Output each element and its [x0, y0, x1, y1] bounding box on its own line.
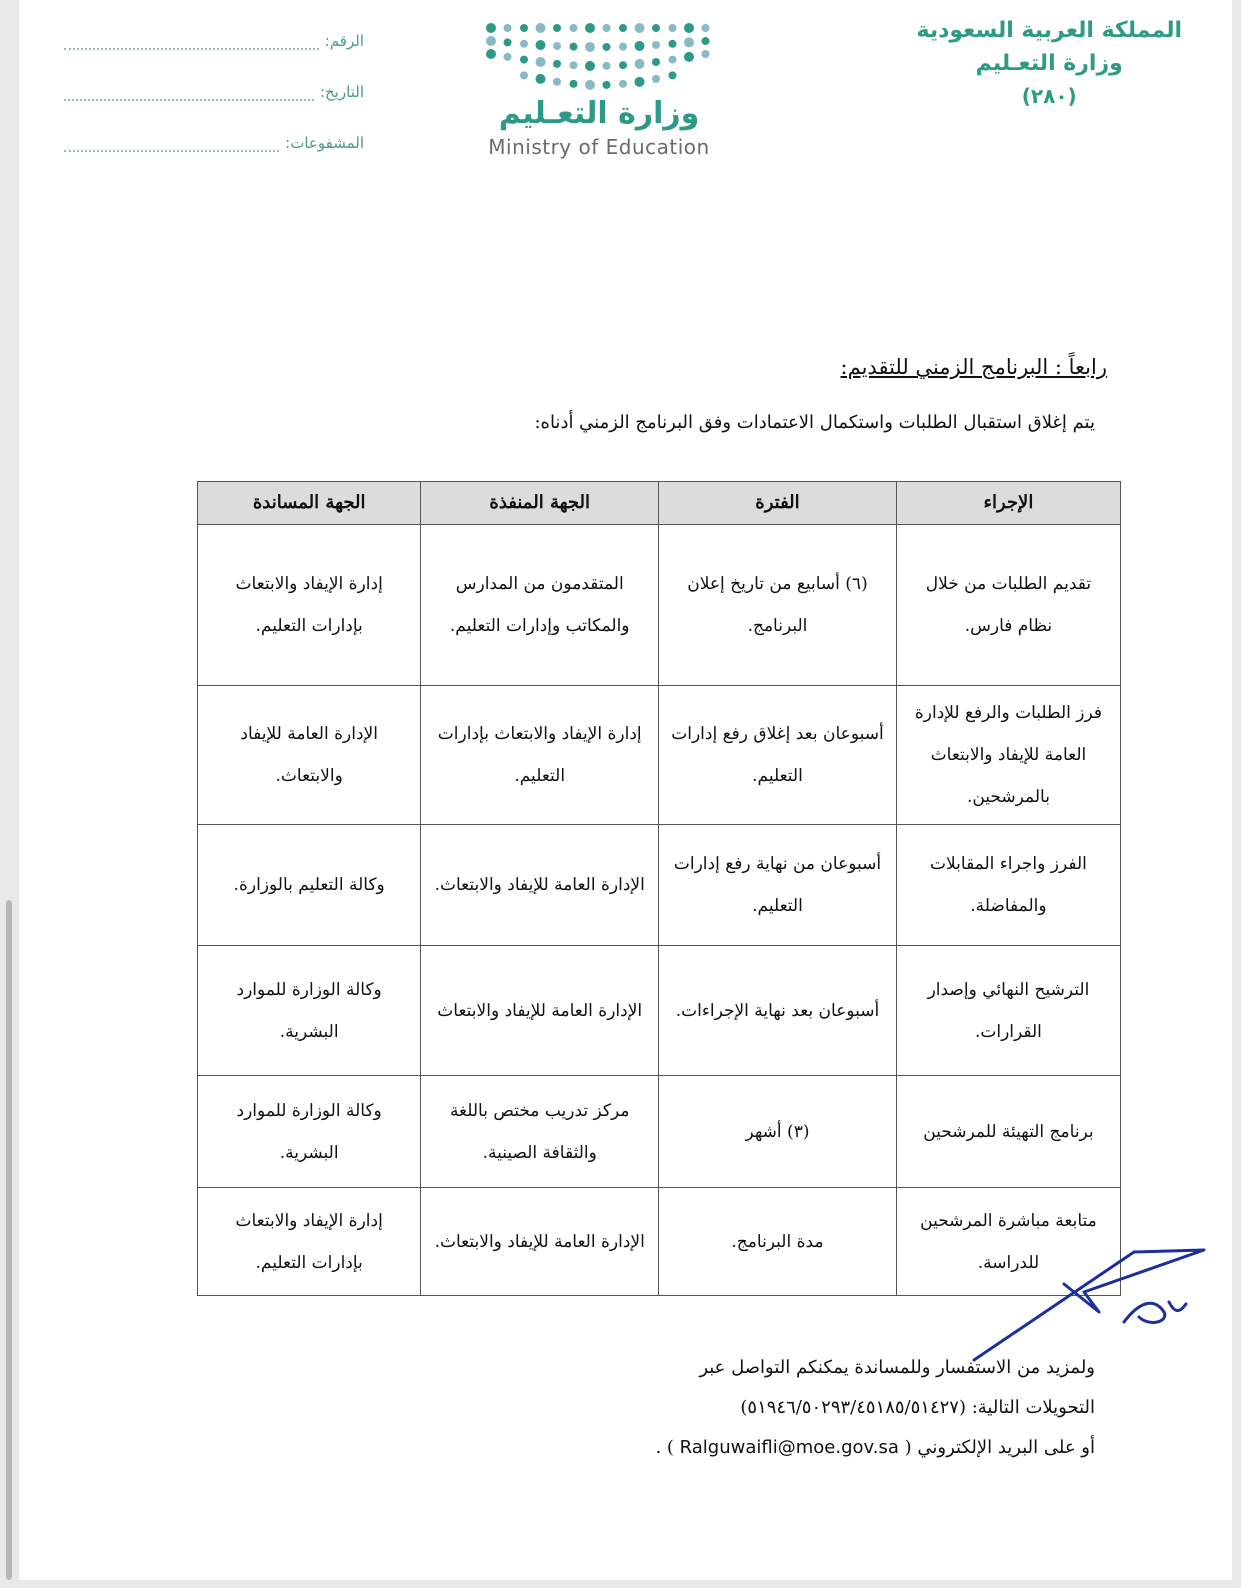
table-header-row — [198, 482, 1121, 525]
contact-footer — [455, 1348, 1095, 1468]
table-row — [198, 1076, 1121, 1188]
table-cell: وكالة الوزارة للموارد البشرية. — [198, 946, 421, 1076]
ministry-logo — [449, 18, 749, 159]
table-row — [198, 825, 1121, 946]
table-cell: الفرز واجراء المقابلات والمفاضلة. — [896, 825, 1120, 946]
table-cell: الإدارة العامة للإيفاد والابتعاث. — [421, 825, 659, 946]
document-code: (٢٨٠) — [1021, 84, 1077, 108]
date-dotted-line — [64, 85, 314, 101]
table-cell: إدارة الإيفاد والابتعاث بإدارات التعليم. — [198, 1188, 421, 1296]
contact-line-3 — [455, 1428, 1095, 1468]
logo-dots-icon — [479, 18, 719, 90]
header-procedure: الإجراء — [896, 482, 1120, 525]
table-cell: إدارة الإيفاد والابتعاث بإدارات التعليم. — [421, 686, 659, 825]
attachments-field — [64, 128, 364, 152]
contact-line-2: التحويلات التالية: (٥١٩٤٦/٥٠٢٩٣/٤٥١٨٥/٥١٤٢٧) — [740, 1397, 1095, 1418]
email-prefix: أو على البريد الإلكتروني ( — [904, 1437, 1095, 1458]
attachments-label: المشفوعات: — [285, 134, 364, 152]
schedule-table — [197, 481, 1121, 1296]
table-cell: الإدارة العامة للإيفاد والابتعاث — [421, 946, 659, 1076]
section-intro: يتم إغلاق استقبال الطلبات واستكمال الاعتمادات وفق البرنامج الزمني أدناه: — [534, 412, 1095, 433]
table-row — [198, 525, 1121, 686]
table-cell: الترشيح النهائي وإصدار القرارات. — [896, 946, 1120, 1076]
email-suffix: ) . — [655, 1437, 674, 1458]
table-cell: الإدارة العامة للإيفاد والابتعاث. — [421, 1188, 659, 1296]
table-cell: مركز تدريب مختص باللغة والثقافة الصينية. — [421, 1076, 659, 1188]
header-institution-block — [916, 18, 1182, 108]
contact-line-1: ولمزيد من الاستفسار وللمساندة يمكنكم التواصل عبر — [699, 1357, 1095, 1378]
table-cell: إدارة الإيفاد والابتعاث بإدارات التعليم. — [198, 525, 421, 686]
table-cell: المتقدمون من المدارس والمكاتب وإدارات التعليم. — [421, 525, 659, 686]
table-cell: وكالة التعليم بالوزارة. — [198, 825, 421, 946]
table-cell: تقديم الطلبات من خلال نظام فارس. — [896, 525, 1120, 686]
number-field — [64, 26, 364, 50]
scrollbar[interactable] — [6, 900, 12, 1580]
ministry-name: وزارة التعـليم — [975, 51, 1123, 76]
header-supporting-party: الجهة المساندة — [198, 482, 421, 525]
date-label: التاريخ: — [320, 83, 364, 101]
logo-arabic-text: وزارة التعـليم — [498, 96, 700, 131]
table-cell: أسبوعان بعد نهاية الإجراءات. — [659, 946, 897, 1076]
number-dotted-line — [64, 34, 319, 50]
kingdom-name: المملكة العربية السعودية — [916, 18, 1182, 43]
table-cell: مدة البرنامج. — [659, 1188, 897, 1296]
document-page — [19, 0, 1232, 1580]
header-executing-party: الجهة المنفذة — [421, 482, 659, 525]
table-cell: وكالة الوزارة للموارد البشرية. — [198, 1076, 421, 1188]
reference-fields — [64, 26, 364, 179]
table-cell: أسبوعان من نهاية رفع إدارات التعليم. — [659, 825, 897, 946]
table-cell: فرز الطلبات والرفع للإدارة العامة للإيفاد والابتعاث بالمرشحين. — [896, 686, 1120, 825]
table-row — [198, 946, 1121, 1076]
table-row — [198, 686, 1121, 825]
table-cell: الإدارة العامة للإيفاد والابتعاث. — [198, 686, 421, 825]
header-period: الفترة — [659, 482, 897, 525]
table-cell: (٣) أشهر — [659, 1076, 897, 1188]
email-link[interactable]: Ralguwaifli@moe.gov.sa — [679, 1437, 899, 1458]
number-label: الرقم: — [324, 32, 364, 50]
attachments-dotted-line — [64, 136, 279, 152]
table-cell: (٦) أسابيع من تاريخ إعلان البرنامج. — [659, 525, 897, 686]
table-cell: أسبوعان بعد إغلاق رفع إدارات التعليم. — [659, 686, 897, 825]
table-cell: برنامج التهيئة للمرشحين — [896, 1076, 1120, 1188]
date-field — [64, 77, 364, 101]
logo-english-text: Ministry of Education — [488, 135, 710, 159]
section-title: رابعاً : البرنامج الزمني للتقديم: — [840, 355, 1107, 379]
table-cell: متابعة مباشرة المرشحين للدراسة. — [896, 1188, 1120, 1296]
